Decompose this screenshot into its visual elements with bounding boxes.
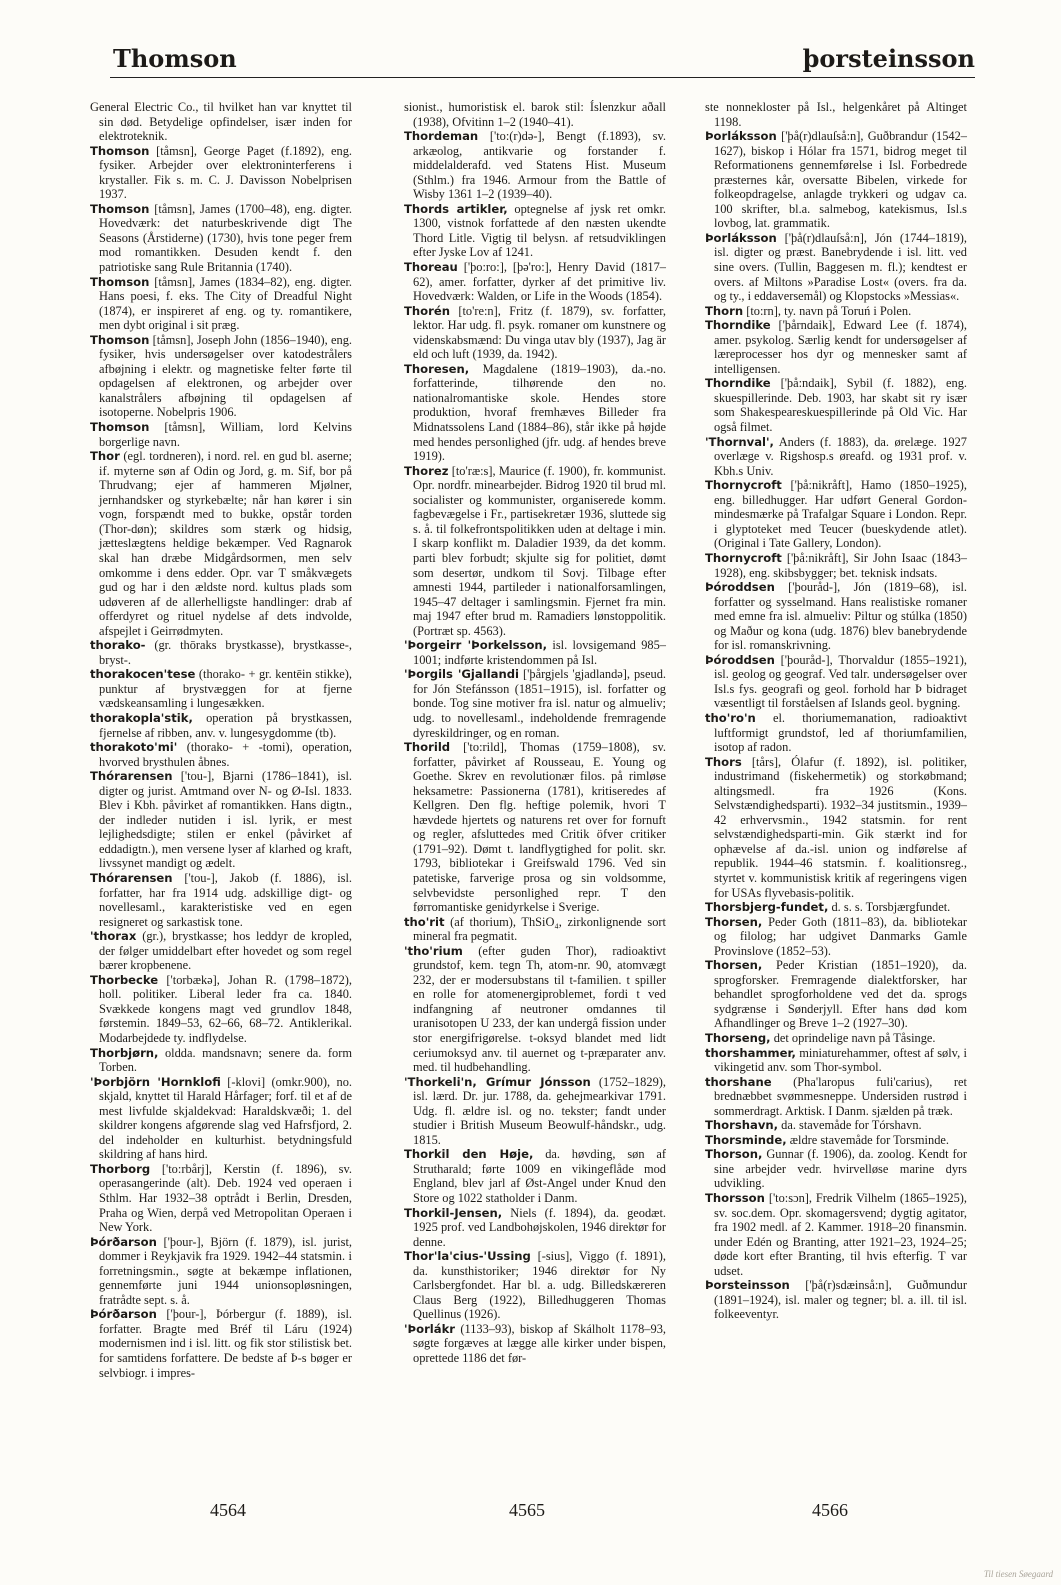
entry-headword: Thorn (705, 303, 744, 318)
entry-headword: Thorson, (705, 1147, 763, 1162)
entry-headword: Thorild (404, 740, 451, 755)
dictionary-entry (404, 638, 666, 667)
dictionary-entry (90, 275, 352, 333)
dictionary-entry (90, 740, 352, 769)
entry-text: [tåmsn], James (1834–82), eng. digter. Hans poesi, f. eks. The City of Dreadful Night (1874), er inspireret af eng. og ty. romantikere, men dybt original i sit præg. (99, 274, 352, 333)
entry-headword: thorakocen'tese (90, 667, 196, 682)
dictionary-entry (705, 551, 967, 580)
dictionary-entry (90, 929, 352, 973)
dictionary-entry (705, 958, 967, 1031)
entry-text: da. stavemåde for Tórshavn. (781, 1118, 922, 1133)
entry-text: Peder Goth (1811–83), da. bibliotekar og filolog; har udgivet Danmarks Gamle Provinslove (1852–53). (714, 914, 967, 958)
entry-text: miniaturehammer, oftest af sølv, i vikingetid anv. som Thor-symbol. (714, 1045, 967, 1075)
dictionary-entry (705, 1075, 967, 1119)
dictionary-entry (404, 304, 666, 362)
entry-headword: Þorláksson (705, 230, 777, 245)
entry-headword: 'Þorlákr (404, 1321, 456, 1336)
entry-headword: Þórðarson (90, 1307, 157, 1322)
entry-text: operation på brystkassen, fjernelse af ribben, anv. v. lungesygdomme (tb). (99, 710, 352, 740)
entry-headword: Thorndike (705, 376, 771, 391)
entry-text: ['to:rbårj], Kerstin (f. 1896), sv. operasangerinde (alt). Deb. 1924 ved operaen i Sthlm. Har 1932–38 optrådt i Berlin, Dresden, Praha og Wien, derpå ved Metropolitan Operaen i New York. (99, 1161, 352, 1235)
dictionary-entry (705, 304, 967, 319)
entry-text: ['to:sɔn], Fredrik Vilhelm (1865–1925), sv. soc.dem. Opr. skomagersvend; dygtig agitator, fra 1902 medl. af 2. Kammer. 1918–20 finansmin. under Edén og Branting, atter 1921–23, 1924–25; døde kort efter Branting, til hvis efterfig. T var udset. (714, 1191, 967, 1278)
entry-headword: Thorez (404, 463, 449, 478)
entry-headword: thorshammer, (705, 1045, 796, 1060)
entry-text: ['to:(r)də-], Bengt (f.1893), sv. arkæolog, antikvarie og forstander f. middelalderafd. ved Statens Hist. Museum (Sthlm.) fra 1946. Armour from the Battle of Wisby 1361 1–2 (1939–40). (413, 129, 666, 202)
entry-text: ['torbækə], Johan R. (1798–1872), holl. politiker. Liberal leder fra ca. 1840. Svækkede kongens magt ved grundlov 1848, førstemin. 1849–53, 62–66, 68–72. Antiklerikal. Modarbejdede ty. indflydelse. (99, 972, 352, 1045)
entry-text: ['to:rild], Thomas (1759–1808), sv. forfatter, påvirket af Rousseau, E. Young og Goethe. Skrev en revolutionær filos. på rimløse heksametre: Passionerna (1781), kritiseredes af Kellgren. Den flg. heftige polemik, hvori T hævdede hjertets og naturens ret over for fornuft og regler, afsluttedes med Critik öfver critiker (1791–92). Dømt t. landflygtighed for polit. skr. 1793, bibliotekar i Greifswald 1796. Ved sin patetiske, farverige prosa og sin voldsomme, selvbevidste personlighed repr. T den førromantiske genidyrkelse i Sverige. (413, 740, 666, 915)
entry-text: ['þour-], Þórbergur (f. 1889), isl. forfatter. Bragte med Bréf til Láru (1924) modernismen ind i isl. litt. og fik stor stilistisk bet. for samtidens forfattere. De bedste af Þ-s bøger er selvbiogr. i impres- (99, 1307, 352, 1380)
page-number-2: 4565 (509, 1500, 545, 1520)
dictionary-entry (404, 129, 666, 202)
entry-text: sionist., humoristisk el. barok stil: Íslenzkur aðall (1938), Ofvitinn 1–2 (1940–41). (404, 100, 666, 129)
entry-headword: tho'rit (404, 914, 445, 929)
dictionary-entry (90, 449, 352, 638)
dictionary-entry (90, 711, 352, 740)
dictionary-entry (90, 1162, 352, 1235)
dictionary-entry (705, 376, 967, 434)
dictionary-entry (90, 1235, 352, 1308)
entry-text: [to'ræ:s], Maurice (f. 1900), fr. kommunist. Opr. nordfr. minearbejder. Bidrog 1920 til brud ml. socialister og kommunister, organiserede komm. fagbevægelse i Fr., partisekretær 1936, sluttede sig s. å. til folkefrontspolitikken uden at deltage i min. I skarp konflikt m. Daladier 1939, da det komm. parti blev forbudt; skjulte sig for politiet, dømt som desertør, undkom til Sovj. Tilbage efter amnesti 1944, partileder i nationalforsamlingen, 1945–47 deltager i samlingsmin. Fjernet fra min. maj 1947 efter brud m. Ramadiers lønstoppolitik. (Portræt sp. 4563). (413, 463, 666, 638)
entry-text: ['þårndaik], Edward Lee (f. 1874), amer. psykolog. Særlig kendt for undersøgelser af læreprocesser hos dyr og mennesker samt af intelligensen. (714, 318, 967, 376)
entry-text: ['þå:nikråft], Sir John Isaac (1843–1928), eng. skibsbygger; bet. teknisk indsats. (714, 550, 967, 580)
entry-headword: 'Þorgeirr 'Þorkelsson, (404, 638, 548, 653)
dictionary-entry (705, 653, 967, 711)
entry-headword: tho'ro'n (705, 710, 756, 725)
entry-headword: thorakoto'mi' (90, 740, 178, 755)
entry-headword: 'Thornval', (705, 434, 774, 449)
dictionary-entry (705, 915, 967, 959)
entry-text: [tåmsn], James (1700–48), eng. digter. Hovedværk: det naturbeskrivende digt The Seasons (Årstiderne) (1730), hvis tone peger frem mod romantikken. Desuden kendt f. den patriotiske sang Rule Britannia (1740). (99, 201, 352, 275)
entry-text: ['þo:ro:], [þə'ro:], Henry David (1817–62), amer. forfatter, dyrker af det primitive liv. Hovedværk: Walden, or Life in the Woods (1854). (413, 260, 666, 304)
entry-text: d. s. s. Torsbjærgfundet. (831, 900, 951, 915)
dictionary-entry (404, 100, 666, 129)
entry-headword: 'Þorgils 'Gjallandi (404, 667, 520, 682)
entry-text: ['þårgjels 'gjadlandə], pseud. for Jón Stefánsson (1851–1915), isl. forfatter og bonde. Tog sine motiver fra isl. natur og almueliv; udg. to novellesaml., indeholdende fremragende dyreskildringer, og en roman. (413, 667, 666, 740)
dictionary-entry (705, 318, 967, 376)
dictionary-entry (90, 100, 352, 144)
dictionary-entry (705, 711, 967, 755)
entry-text: ['þour-], Björn (f. 1879), isl. jurist, dommer i Reykjavik fra 1929. 1942–44 statsmin. i forretningsmin., søgte at bekæmpe inflationen, gennemførte juni 1944 unionsopløsningen, fratrådte sept. s. å. (99, 1234, 352, 1307)
entry-headword: Thorbecke (90, 972, 159, 987)
dictionary-entry (90, 420, 352, 449)
entry-headword: Þorsteinsson (705, 1278, 790, 1293)
dictionary-entry (404, 944, 666, 1075)
entry-text: [to're:n], Fritz (f. 1879), sv. forfatter, lektor. Har udg. fl. psyk. romaner om kunstnere og videnskabsmænd: Du vinga utav bly (1937), Jag är eld och luft (1939, da. 1942). (413, 303, 666, 362)
entry-text: ['tou-], Jakob (f. 1886), isl. forfatter, har fra 1914 udg. adskillige digt- og novellesaml., karakteristiske ved en egen resigneret og sarkastisk tone. (99, 870, 352, 929)
page-number-1: 4564 (210, 1500, 246, 1520)
entry-headword: Thomson (90, 201, 150, 216)
entry-text: (af thorium), ThSiO₄, zirkonlignende sort mineral fra pegmatit. (413, 914, 666, 944)
column-1 (90, 100, 352, 1380)
entry-headword: Thorshavn, (705, 1118, 779, 1133)
entry-headword: 'Thorkeli'n, Grímur Jónsson (404, 1074, 591, 1089)
entry-text: optegnelse af jysk ret omkr. 1300, vistnok forfattede af den næsten ukendte Thord Litle. Vigtig til belysn. af retsudviklingen efter Jyske Lov af 1241. (413, 201, 666, 260)
dictionary-entry (404, 1206, 666, 1250)
dictionary-entry (705, 1118, 967, 1133)
entry-text: oldda. mandsnavn; senere da. form Torben. (99, 1045, 352, 1075)
entry-text: [tåmsn], Joseph John (1856–1940), eng. fysiker, hvis undersøgelser over katodestrålers afbøjning i elektr. og magnetiske felter førte til opdagelsen af elektronen, og arbejder over kanalstrålers afbøjning til opdagelsen af isotoperne. Nobelpris 1906. (99, 332, 352, 420)
entry-text: (thorako- + -tomi), operation, hvorved brysthulen åbnes. (99, 740, 352, 769)
entry-headword: Thorbjørn, (90, 1045, 159, 1060)
dictionary-entry (404, 1249, 666, 1322)
dictionary-entry (404, 667, 666, 740)
entry-headword: Thorborg (90, 1161, 151, 1176)
dictionary-entry (90, 667, 352, 711)
entry-headword: Thórarensen (90, 870, 173, 885)
entry-headword: Thorsen, (705, 958, 763, 973)
entry-text: (thorako- + gr. kentēin stikke), punktur af brystvæggen for at fjerne vædskeansamling i lungesækken. (99, 667, 352, 711)
entry-text: ['þå:ndaik], Sybil (f. 1882), eng. skuespillerinde. Deb. 1903, har skabt sit ry især som Shakespeareskuespillerinde på Old Vic. Har også filmet. (714, 376, 967, 435)
dictionary-entry (90, 871, 352, 929)
entry-text: [-klovi] (omkr.900), no. skjald, knyttet til Harald Hårfager; forf. til et af de mest livfulde skjaldekvad: Haraldskvæði; 1. del skildrer kongens afgørende slag ved Hafrsfjord, 2. del indeholder en kulturhist. betydningsfuld skildring af hans hird. (99, 1074, 352, 1162)
entry-headword: Thornycroft (705, 478, 782, 493)
entry-text: ste nonnekloster på Isl., helgenkåret på Altinget 1198. (705, 100, 967, 129)
entry-headword: Thomson (90, 143, 150, 158)
dictionary-entry (90, 144, 352, 202)
dictionary-entry (705, 1046, 967, 1075)
entry-text: isl. lovsigemand 985–1001; indførte kristendommen på Isl. (413, 638, 666, 667)
column-2 (404, 100, 666, 1366)
entry-text: Niels (f. 1894), da. geodæt. 1925 prof. ved Landbohøjskolen, 1946 direktør for denne. (413, 1205, 666, 1249)
entry-headword: Thorseng, (705, 1031, 771, 1045)
entry-headword: Thórarensen (90, 769, 173, 784)
entry-text: el. thoriumemanation, radioaktivt luftformigt grundstof, led af thoriumfamilien, isotop af radon. (714, 710, 967, 755)
entry-text: ['þå(r)dlauſså:n], Guðbrandur (1542–1627), biskop i Hólar fra 1571, bidrog meget til Reformationens gennemførelse i Isl. Forbedrede præsternes kår, oversatte Bibelen, virkede for folkeopdragelse, anlagde trykkeri og udgav ca. 100 skrifter, bl.a. salmebog, katekismus, Isl.s lovbog, lat. grammatik. (714, 129, 967, 231)
entry-headword: 'Þorbjörn 'Hornklofi (90, 1074, 221, 1089)
dictionary-entry (404, 1322, 666, 1366)
dictionary-entry (705, 755, 967, 900)
dictionary-entry (90, 1046, 352, 1075)
dictionary-entry (705, 1191, 967, 1278)
dictionary-entry (705, 580, 967, 653)
dictionary-entry (705, 1147, 967, 1191)
dictionary-entry (90, 202, 352, 275)
entry-headword: 'thorax (90, 929, 137, 944)
entry-text: ['þå(r)dlauſså:n], Jón (1744–1819), isl. digter og præst. Banebrydende i isl. litt. ved sine overs. (Tullin, Baggesen m. fl.); kendtest er overs. af Miltons »Paradise Lost« (overs. fra da. og ty., i eddaversemål) og Klopstocks »Messias«. (714, 230, 967, 304)
entry-text: (gr.), brystkasse; hos leddyr de kropled, der følger umiddelbart efter hovedet og som regel bærer kropbenene. (99, 929, 352, 973)
dictionary-entry (90, 973, 352, 1046)
entry-headword: Thorkil-Jensen, (404, 1205, 503, 1220)
entry-text: ældre stavemåde for Torsminde. (789, 1132, 949, 1147)
entry-text: da. høvding, søn af Strutharald; førte 1009 en vikingeflåde mod England, blev jarl af Øst-Angel under Knud den Store og 1022 statholder i Danm. (413, 1147, 666, 1206)
entry-headword: Thorsminde, (705, 1132, 787, 1147)
dictionary-entry (705, 1031, 967, 1046)
entry-text: Peder Kristian (1851–1920), da. sprogforsker. Fremragende dialektforsker, har behandlet sprogforholdene ved det da. sprogs sydgrænse i Sønderjyll. Efter hans død kom Afhandlinger og Breve 1–2 (1927–30). (714, 958, 967, 1031)
entry-headword: Thorsen, (705, 914, 763, 929)
entry-text: [to:rn], ty. navn på Toruń i Polen. (746, 303, 912, 318)
dictionary-entry (404, 915, 666, 944)
entry-text: (1133–93), biskop af Skálholt 1178–93, søgte forgæves at lægge alle kirker under bispen, oprettede 1186 det før- (413, 1321, 666, 1366)
entry-text: Anders (f. 1883), da. ørelæge. 1927 overlæge v. Rigshosp.s øreafd. og 1931 prof. v. Kbh.s Univ. (714, 434, 967, 478)
entry-text: Gunnar (f. 1906), da. zoolog. Kendt for sine arbejder vedr. hvirvelløse marine dyrs udvikling. (714, 1147, 967, 1191)
entry-text: (gr. thōraks brystkasse), brystkasse-, bryst-. (99, 638, 352, 667)
entry-headword: thorshane (705, 1074, 772, 1089)
dictionary-entry (404, 1147, 666, 1205)
dictionary-entry (705, 435, 967, 479)
entry-text: (1752–1829), isl. lærd. Dr. jur. 1788, da. gehejmearkivar 1791. Udg. fl. ældre isl. og no. tekster; fandt under studier i British Museum Beowulf-håndskr., udg. 1815. (413, 1074, 666, 1147)
header-last-keyword: þorsteinsson (802, 44, 975, 73)
entry-text: [tåmsn], George Paget (f.1892), eng. fysiker. Arbejder over elektroninterferens i krystaller. Fik s. m. C. J. Davisson Nobelprisen 1937. (99, 143, 352, 202)
header-rule (110, 77, 975, 78)
entry-headword: Thomson (90, 332, 150, 347)
entry-headword: Thors (705, 754, 742, 769)
dictionary-entry (90, 1075, 352, 1162)
dictionary-entry (404, 740, 666, 915)
entry-headword: Thorsson (705, 1191, 765, 1206)
dictionary-entry (705, 1278, 967, 1322)
entry-headword: Þórðarson (90, 1234, 157, 1249)
entry-text: det oprindelige navn på Tåsinge. (773, 1031, 936, 1045)
entry-headword: Thordeman (404, 129, 479, 144)
dictionary-entry (404, 260, 666, 304)
entry-headword: 'tho'rium (404, 943, 463, 958)
column-3 (705, 100, 967, 1322)
dictionary-entry (705, 100, 967, 129)
entry-headword: Thor (90, 449, 120, 464)
entry-headword: Þóroddsen (705, 580, 775, 595)
entry-text: ['þouråd-], Thorvaldur (1855–1921), isl. geolog og geograf. Ved talr. undersøgelser over Isl.s fys. geografi og geol. forhold har Þ bidraget væsentligt til forståelsen af Islands geol. bygning. (714, 652, 967, 711)
entry-headword: Thoresen, (404, 361, 470, 376)
header-first-keyword: Thomson (113, 44, 237, 73)
entry-headword: Thorén (404, 303, 450, 318)
entry-headword: Thomson (90, 274, 150, 289)
entry-text: [tårs], Ólafur (f. 1892), isl. politiker, industrimand (fiskehermetik) og storkøbmand; altingsmedl. fra 1926 (Kons. Selvstændighedsparti). 1932–34 justitsmin., 1939–42 erhvervsmin., 1942 statsmin. for rent selvstændighedsparti-min. Gik stærkt ind for ophævelse af da.-isl. union og indførelse af republik. 1944–46 statsmin. f. koalitionsreg., styrtet v. kommunistisk kritik af regeringens vigen for USAs flyvebasis-politik. (714, 754, 967, 900)
entry-headword: Þóroddsen (705, 652, 775, 667)
dictionary-entry (90, 333, 352, 420)
dictionary-entry (705, 1133, 967, 1148)
entry-headword: Thorkil den Høje, (404, 1147, 534, 1162)
entry-text: ['þå(r)sdæinså:n], Guðmundur (1891–1924), isl. maler og tegner; bl. a. ill. til isl. folkeeventyr. (714, 1278, 967, 1322)
dictionary-entry (705, 231, 967, 304)
corner-note: Til tiesen Søegaard (983, 1569, 1053, 1579)
dictionary-entry (705, 478, 967, 551)
dictionary-entry (90, 638, 352, 667)
entry-headword: Thorndike (705, 318, 771, 333)
entry-headword: Thoreau (404, 260, 458, 275)
entry-text: (Pha'laropus fuli'carius), ret brednæbbet svømmesneppe. Undersiden rustrød i sommerdragt. Arktisk. I Danm. sjælden på træk. (714, 1074, 967, 1118)
entry-headword: Thords artikler, (404, 201, 508, 216)
entry-text: (egl. tordneren), i nord. rel. en gud bl. aserne; if. myterne søn af Odin og Jord, g. m. Sif, bor på Thrudvang; ejer af hammeren Mjølner, jernhandsker og styrkebælte; når han kører i sin vogn, forspændt med to bukke, opstår torden (Thor-døn); skildres som stærk og hidsig, jætteslægtens heldige bekæmper. Ved Ragnarok skal han dræbe Midgårdsormen, men selv omkomme i dens edder. Opr. var T småkvægets gud og har i den ældste nord. kultus plads som udøveren af de allerhelligste handlinger: drab af offerdyret og rituel nydelse af dets indvolde, afspejlet i Geirrødmyten. (99, 449, 352, 638)
entry-headword: Thorsbjerg-fundet, (705, 900, 829, 915)
entry-headword: Thor'la'cius-'Ussing (404, 1249, 531, 1264)
dictionary-entry (90, 1307, 352, 1380)
entry-headword: thorakopla'stik, (90, 710, 193, 725)
dictionary-entry (404, 464, 666, 639)
entry-text: ['þouråd-], Jón (1819–68), isl. forfatter og sysselmand. Hans realistiske romaner med emne fra isl. almueliv: Piltur og stúlka (1850) og Maður og kona (udg. 1876) blev banebrydende for isl. romanskrivning. (714, 580, 967, 653)
entry-text: ['þå:nikråft], Hamo (1850–1925), eng. billedhugger. Har udført General Gordon-mindesmærke på Trafalgar Square i London. Repr. i glyptoteket med Teucer (bueskydende atlet). (Original i Tate Gallery, London). (714, 478, 967, 551)
dictionary-entry (705, 900, 967, 915)
entry-text: [-sius], Viggo (f. 1891), da. kunsthistoriker; 1946 direktør for Ny Carlsbergfondet. Har bl. a. udg. Billedskæreren Claus Berg (1922), Billedhuggeren Thomas Quellinus (1926). (413, 1249, 666, 1322)
entry-headword: thorako- (90, 638, 146, 653)
entry-text: (efter guden Thor), radioaktivt grundstof, kem. tegn Th, atom-nr. 90, atomvægt 232, der er modersubstans til t-familien. t spiller en rolle for atomenergiproblemet, fordi t ved indfangning af neutroner omdannes til uranisotopen U 233, der kan undergå fission under stor energifrigørelse. t-oksyd blandet med lidt ceriumoksyd anv. til auernet og t-præparater anv. med. til hudbehandling. (413, 943, 666, 1075)
entry-headword: Thomson (90, 420, 150, 435)
dictionary-entry (404, 202, 666, 260)
dictionary-entry (705, 129, 967, 231)
entry-text: General Electric Co., til hvilket han var knyttet til sin død. Betydelige opfindelser, især inden for elektroteknik. (90, 100, 352, 144)
entry-text: ['tou-], Bjarni (1786–1841), isl. digter og jurist. Amtmand over N- og Ø-Isl. 1833. Blev i Kbh. påvirket af romantikken. Hans digtn., der indleder nutiden i isl. lyrik, er mest lejlighedsdigte; stilen er enkel (påvirket af eddadigtn.), men versene lyser af klarhed og kraft, livssynet mandigt og ædelt. (99, 769, 352, 871)
entry-headword: Þorláksson (705, 129, 777, 144)
entry-text: [tåmsn], William, lord Kelvins borgerlige navn. (99, 420, 352, 449)
entry-text: Magdalene (1819–1903), da.-no. forfatterinde, tilhørende den no. nationalromantiske skole. Hendes store produktion, hvoraf fremhæves Billeder fra Midnatssolens Land (1884–86), står ikke på højde med hendes personlighed (jfr. udg. af hendes breve 1919). (413, 361, 666, 464)
dictionary-entry (404, 362, 666, 464)
dictionary-entry (404, 1075, 666, 1148)
page-number-3: 4566 (812, 1500, 848, 1520)
entry-headword: Thornycroft (705, 550, 782, 565)
dictionary-entry (90, 769, 352, 871)
